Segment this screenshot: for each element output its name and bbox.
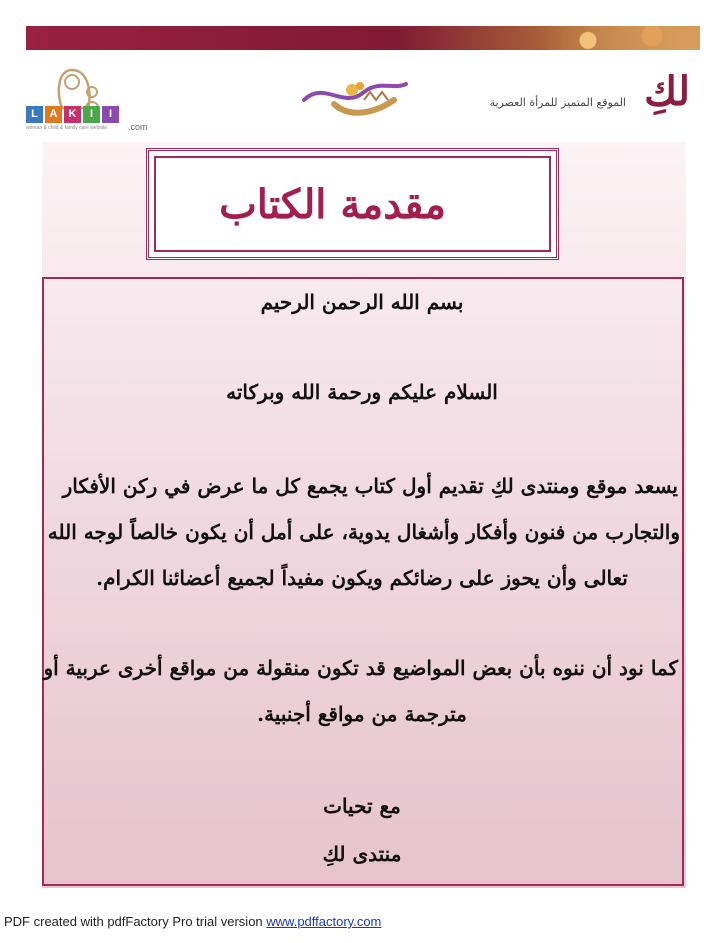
notice-paragraph-line: مترجمة من مواقع أجنبية. bbox=[257, 702, 467, 726]
floral-ornament-icon bbox=[294, 70, 414, 120]
lakii-letter: L bbox=[26, 106, 43, 123]
greeting-line: السلام عليكم ورحمة الله وبركاته bbox=[226, 380, 498, 404]
lakii-wordmark bbox=[26, 106, 119, 123]
footer-text: PDF created with pdfFactory Pro trial version bbox=[4, 914, 267, 929]
basmala-line: بسم الله الرحمن الرحيم bbox=[260, 290, 464, 314]
pdffactory-link[interactable]: www.pdffactory.com bbox=[266, 914, 382, 929]
site-logo[interactable] bbox=[489, 68, 700, 128]
logo-bar bbox=[26, 50, 700, 142]
autumn-leaves-decoration bbox=[540, 26, 700, 50]
lakii-logo[interactable] bbox=[26, 62, 166, 132]
site-name: لكِ bbox=[644, 68, 690, 115]
title-inner-frame bbox=[154, 156, 551, 252]
lakii-letter: I bbox=[83, 106, 100, 123]
regards-line: مع تحيات bbox=[323, 794, 401, 818]
lakii-letter: K bbox=[64, 106, 81, 123]
title-box bbox=[146, 148, 559, 260]
lakii-domain: .com bbox=[128, 122, 148, 132]
site-slogan: الموقع المتميز للمرأة العصرية bbox=[489, 96, 626, 109]
signature-line: منتدى لكِ bbox=[322, 842, 402, 866]
lakii-letter: A bbox=[45, 106, 62, 123]
pdf-footer-note bbox=[4, 914, 381, 929]
intro-paragraph-line: تعالى وأن يحوز على رضائكم ويكون مفيداً لجميع أعضائنا الكرام. bbox=[96, 566, 628, 590]
intro-paragraph-line: والتجارب من فنون وأفكار وأشغال يدوية، على أمل أن يكون خالصاً لوجه الله bbox=[47, 520, 680, 544]
page-title: مقدمة الكتاب bbox=[219, 180, 446, 228]
notice-paragraph-line: كما نود أن ننوه بأن بعض المواضيع قد تكون منقولة من مواقع أخرى عربية أو bbox=[43, 656, 678, 680]
header-band bbox=[26, 26, 700, 50]
intro-paragraph-line: يسعد موقع ومنتدى لكِ تقديم أول كتاب يجمع كل ما عرض في ركن الأفكار bbox=[62, 474, 678, 498]
lakii-letter: I bbox=[102, 106, 119, 123]
lakii-tagline: woman & child & family care website bbox=[26, 125, 108, 131]
